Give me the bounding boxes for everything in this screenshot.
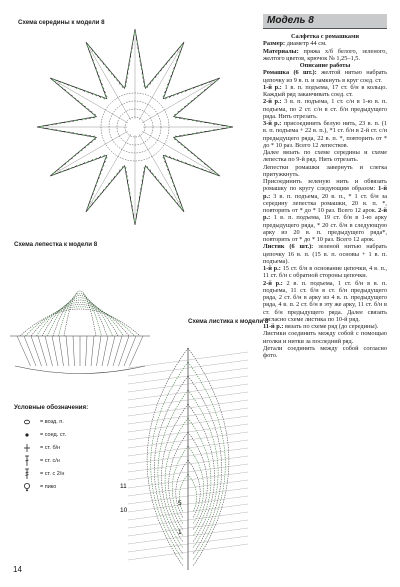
star-center-chart xyxy=(0,22,262,244)
petal-row xyxy=(64,291,96,336)
leaf-row-label: 1 xyxy=(178,529,182,536)
row-2-paragraph: 2-й р.: 3 в. п. подъема, 1 ст. с/н в 1-ю в. п. подъема, по 2 ст. с/н в ст. б/н предыдущего ряда. Нить отрезать. xyxy=(263,98,387,120)
continue-paragraph: Далее вязать по схеме середины и схеме лепестка по 9-й ряд. Нить отрезать. xyxy=(263,149,387,164)
legend-label: = возд. п. xyxy=(40,418,64,425)
spoke-line xyxy=(57,131,128,172)
leaf-row-label: 5 xyxy=(178,500,182,507)
daisy-paragraph: Ромашка (6 шт.): желтой нитью набрать цепочку из 9 в. п. и замкнуть в круг соед. ст. xyxy=(263,69,387,84)
star-chart-caption: Схема середины к модели 8 xyxy=(18,19,105,26)
petal-stem-stitch xyxy=(17,336,31,366)
legend-row xyxy=(14,428,124,441)
petal-row xyxy=(48,298,113,336)
legend-row xyxy=(14,454,124,467)
petal-stem-stitch xyxy=(73,336,75,366)
model-title: Модель 8 xyxy=(263,14,387,29)
spoke-line xyxy=(139,49,180,120)
spoke-line xyxy=(90,49,131,120)
twist-paragraph: Лепестки ромашки завернуть и слегка притужкнуть. xyxy=(263,163,387,178)
join-paragraph: Листики соединить между собой с помощью иголки и нитки за последний ряд. xyxy=(263,330,387,345)
leaf-row-11-paragraph: 11-й р.: вязать по схеме ряд (до середины). xyxy=(263,323,379,330)
attach-paragraph: Присоединить зеленую нить и обвязать ромашку по кругу следующим образом: 1-й р.: 3 в. п. подъема, 20 в. п., * 1 ст. б/н за середину лепестка ромашки, 20 в. п. *, повторить от * до * 10 раз. Всего 12 арок. 2-й р.: 1 в. п. подъема, 19 ст. б/н в 1-ю арку предыдущего ряда, * 20 ст. б/н в следующую арку из 20 в. п. предыдущего ряда*, повторить от * до * 10 раз. Всего 12 арок. xyxy=(263,178,387,243)
spoke-line xyxy=(90,134,131,205)
legend-row xyxy=(14,441,124,454)
petal-stem-stitch xyxy=(59,336,64,366)
petal-stem-stitch xyxy=(45,336,53,366)
legend-label: = пико xyxy=(40,483,57,490)
instructions-column xyxy=(263,14,387,359)
legend-title: Условные обозначения: xyxy=(14,404,89,411)
petal-stem-stitch xyxy=(24,336,36,366)
spoke-line xyxy=(139,134,180,205)
spoke-line xyxy=(57,82,128,123)
materials-paragraph: Материалы: пряжа х/б белого, зеленого, желтого цветов, крючок № 1,25–1,5. xyxy=(263,47,387,62)
legend-row xyxy=(14,467,124,480)
petal-stem-stitch xyxy=(91,336,94,366)
double-crochet-icon xyxy=(14,455,40,467)
petal-stem-stitch xyxy=(86,336,88,366)
petal-stem-stitch xyxy=(52,336,58,366)
petal-row xyxy=(53,296,107,337)
petal-stem-stitch xyxy=(102,336,108,366)
article-heading: Салфетка с ромашками xyxy=(291,33,359,40)
petal-stem-stitch xyxy=(66,336,69,366)
petal-row xyxy=(59,293,102,336)
spoke-line xyxy=(142,82,213,123)
petal-stem-stitch xyxy=(38,336,47,366)
spoke-line xyxy=(142,131,213,172)
slip-stitch-icon xyxy=(14,432,40,438)
center-ring xyxy=(125,117,145,137)
page-number: 14 xyxy=(13,565,22,574)
petal-chart-caption: Схема лепестка к модели 8 xyxy=(14,241,98,248)
leaf-chart-caption: Схема листика к модели 8 xyxy=(188,318,269,325)
symbol-legend xyxy=(14,404,124,493)
final-paragraph: Детали соединить между собой согласно фото. xyxy=(263,344,387,359)
legend-row xyxy=(14,415,124,428)
legend-label: = ст. с/н xyxy=(40,457,60,464)
leaf-row-label: 10 xyxy=(120,507,128,514)
legend-label: = ст. с 2/н xyxy=(40,470,65,477)
leaf-row-label: 11 xyxy=(120,483,127,490)
legend-label: = ст. б/н xyxy=(40,444,61,451)
treble-crochet-icon xyxy=(14,468,40,480)
chain-dot-icon xyxy=(14,419,40,425)
picot-icon xyxy=(14,482,40,492)
petal-stem-stitch xyxy=(97,336,102,366)
legend-label: = соед. ст. xyxy=(40,431,67,438)
leaf-row-2-paragraph: 2-й р.: 2 в. п. подъема, 1 ст. б/н в в. п. подъема, 11 ст. б/н в ст. б/н предыдущего ряда, 2 ст. б/н в арку из 4 в. п. предыдущего ряда, 4 в. п. 2 ст. б/н в эту же арку, 11 ст. б/н в ст. б/н предыдущего ряда. Далее связать согласно схеме листика по 10-й ряд. xyxy=(263,279,388,323)
row-3-paragraph: 3-й р.: присоединить белую нить, 23 в. п. (1 в. п. подъема + 22 в. п.), *1 ст. б/н в 2-й ст. с/н предыдущего ряда, 22 в. п. *, повторить от * до * 10 раз. Всего 12 лепестков. xyxy=(263,120,387,149)
leaf-chart xyxy=(110,330,265,580)
row-1-paragraph: 1-й р.: 1 в. п. подъема, 17 ст. б/н в кольцо. Каждый ряд заканчивать соед. ст. xyxy=(263,83,388,98)
legend-row xyxy=(14,480,124,493)
petal-stem-stitch xyxy=(31,336,42,366)
leaf-row-1-paragraph: 1-й р.: 15 ст. б/н в основание цепочки, 4 в. п., 11 ст. б/н с обратной стороны цепочки. xyxy=(263,265,387,280)
size-paragraph: Размер: диаметр 44 см. xyxy=(263,40,327,48)
leaf-paragraph: Листик (6 шт.): зеленой нитью набрать цепочку 16 в. п. (15 в. п. основы + 1 в. п. подъема). xyxy=(263,243,387,265)
single-crochet-icon xyxy=(14,443,40,453)
petal-row xyxy=(42,300,118,336)
work-heading: Описание работы xyxy=(299,62,351,69)
